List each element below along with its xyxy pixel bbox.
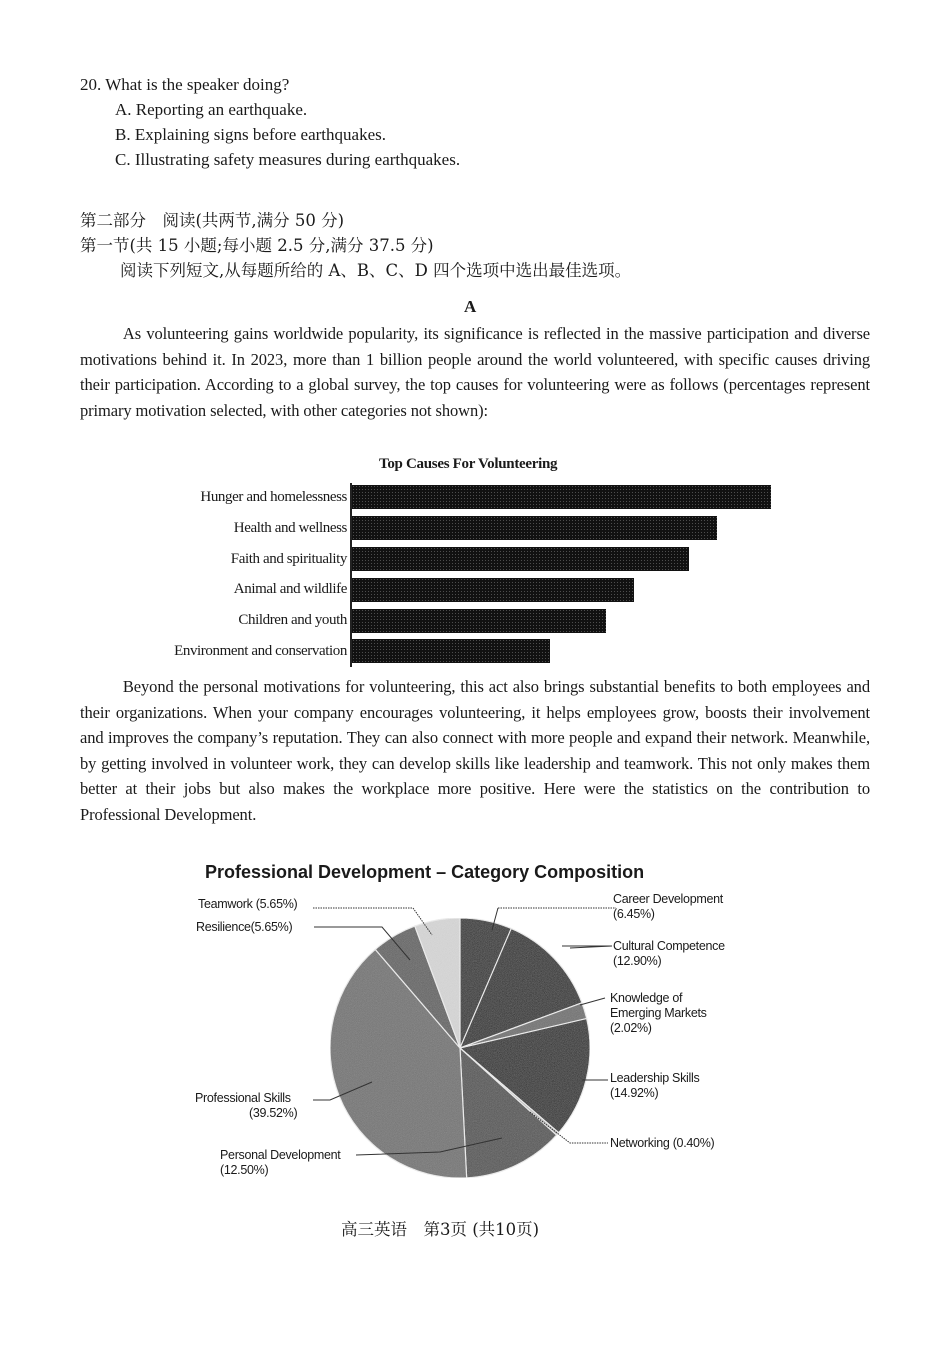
pie-label-emerging-name: Knowledge of [610,991,683,1005]
pie-label-leadership-name: Leadership Skills [610,1071,700,1085]
pie-label-career-pct: (6.45%) [613,907,655,921]
pie-label-career [613,892,723,922]
instruction: 阅读下列短文,从每题所给的 A、B、C、D 四个选项中选出最佳选项。 [120,261,632,280]
bar-chart-title: Top Causes For Volunteering [379,456,558,472]
part-heading: 第二部分 阅读(共两节,满分 50 分) [80,211,345,230]
bar-label-animal: Animal and wildlife [233,581,347,597]
paragraph-2: Beyond the personal motivations for volunteering, this act also brings substantial benefits to both employees and their organizations. When your company encourages volunteering, it helps employees grow, boosts their involvement and improves the company’s reputation. They can also connect with more people and expand their network. Meanwhile, by getting involved in volunteer work, they can develop skills like leadership and teamwork. This not only makes them better at their jobs but also makes the workplace more positive. Here were the statistics on the contribution to Professional Development. [80,677,870,824]
pie-label-cultural-name: Cultural Competence [613,939,725,953]
pie-label-cultural-pct: (12.90%) [613,954,662,968]
pie-chart-title: Professional Development – Category Composition [205,862,645,882]
bar-label-environment: Environment and conservation [174,643,347,659]
pie-label-emerging-pct: (2.02%) [610,1021,652,1035]
page-footer: 高三英语 第3页 (共10页) [341,1220,540,1239]
pie-label-personal [220,1148,340,1178]
option-a: A. Reporting an earthquake. [115,100,308,119]
pie-label-emerging-name2: Emerging Markets [610,1006,707,1020]
question-20-stem: 20. What is the speaker doing? [80,75,290,94]
bar-label-health: Health and wellness [233,520,347,536]
pie-label-personal-name: Personal Development [220,1148,341,1162]
paragraph-1: As volunteering gains worldwide popularity, its significance is reflected in the massive participation and diverse motivations behind it. In 2023, more than 1 billion people around the world volunteered, with specific causes driving their participation. According to a global survey, the top causes for volunteering were as follows (percentages represent primary motivation selected, with other categories not shown): [80,324,870,420]
bar-label-faith: Faith and spirituality [230,551,347,567]
pie-label-professional-pct: (39.52%) [249,1106,298,1120]
pie-label-teamwork: Teamwork (5.65%) [198,897,298,911]
passage-label: A [464,297,477,316]
option-b: B. Explaining signs before earthquakes. [115,125,386,144]
pie-label-professional [195,1091,297,1121]
option-c: C. Illustrating safety measures during earthquakes. [115,150,461,169]
pie-label-resilience: Resilience(5.65%) [196,920,293,934]
sub-heading: 第一节(共 15 小题;每小题 2.5 分,满分 37.5 分) [80,236,434,255]
pie-label-leadership-pct: (14.92%) [610,1086,659,1100]
pie-label-career-name: Career Development [613,892,723,906]
pie-label-leadership [610,1071,699,1101]
bar-label-children: Children and youth [238,612,347,628]
pie-label-emerging [610,991,707,1036]
pie-label-networking: Networking (0.40%) [610,1136,715,1150]
pie-label-professional-name: Professional Skills [195,1091,291,1105]
bar-label-hunger: Hunger and homelessness [200,489,347,505]
pie-label-cultural [613,939,725,969]
pie-label-personal-pct: (12.50%) [220,1163,269,1177]
